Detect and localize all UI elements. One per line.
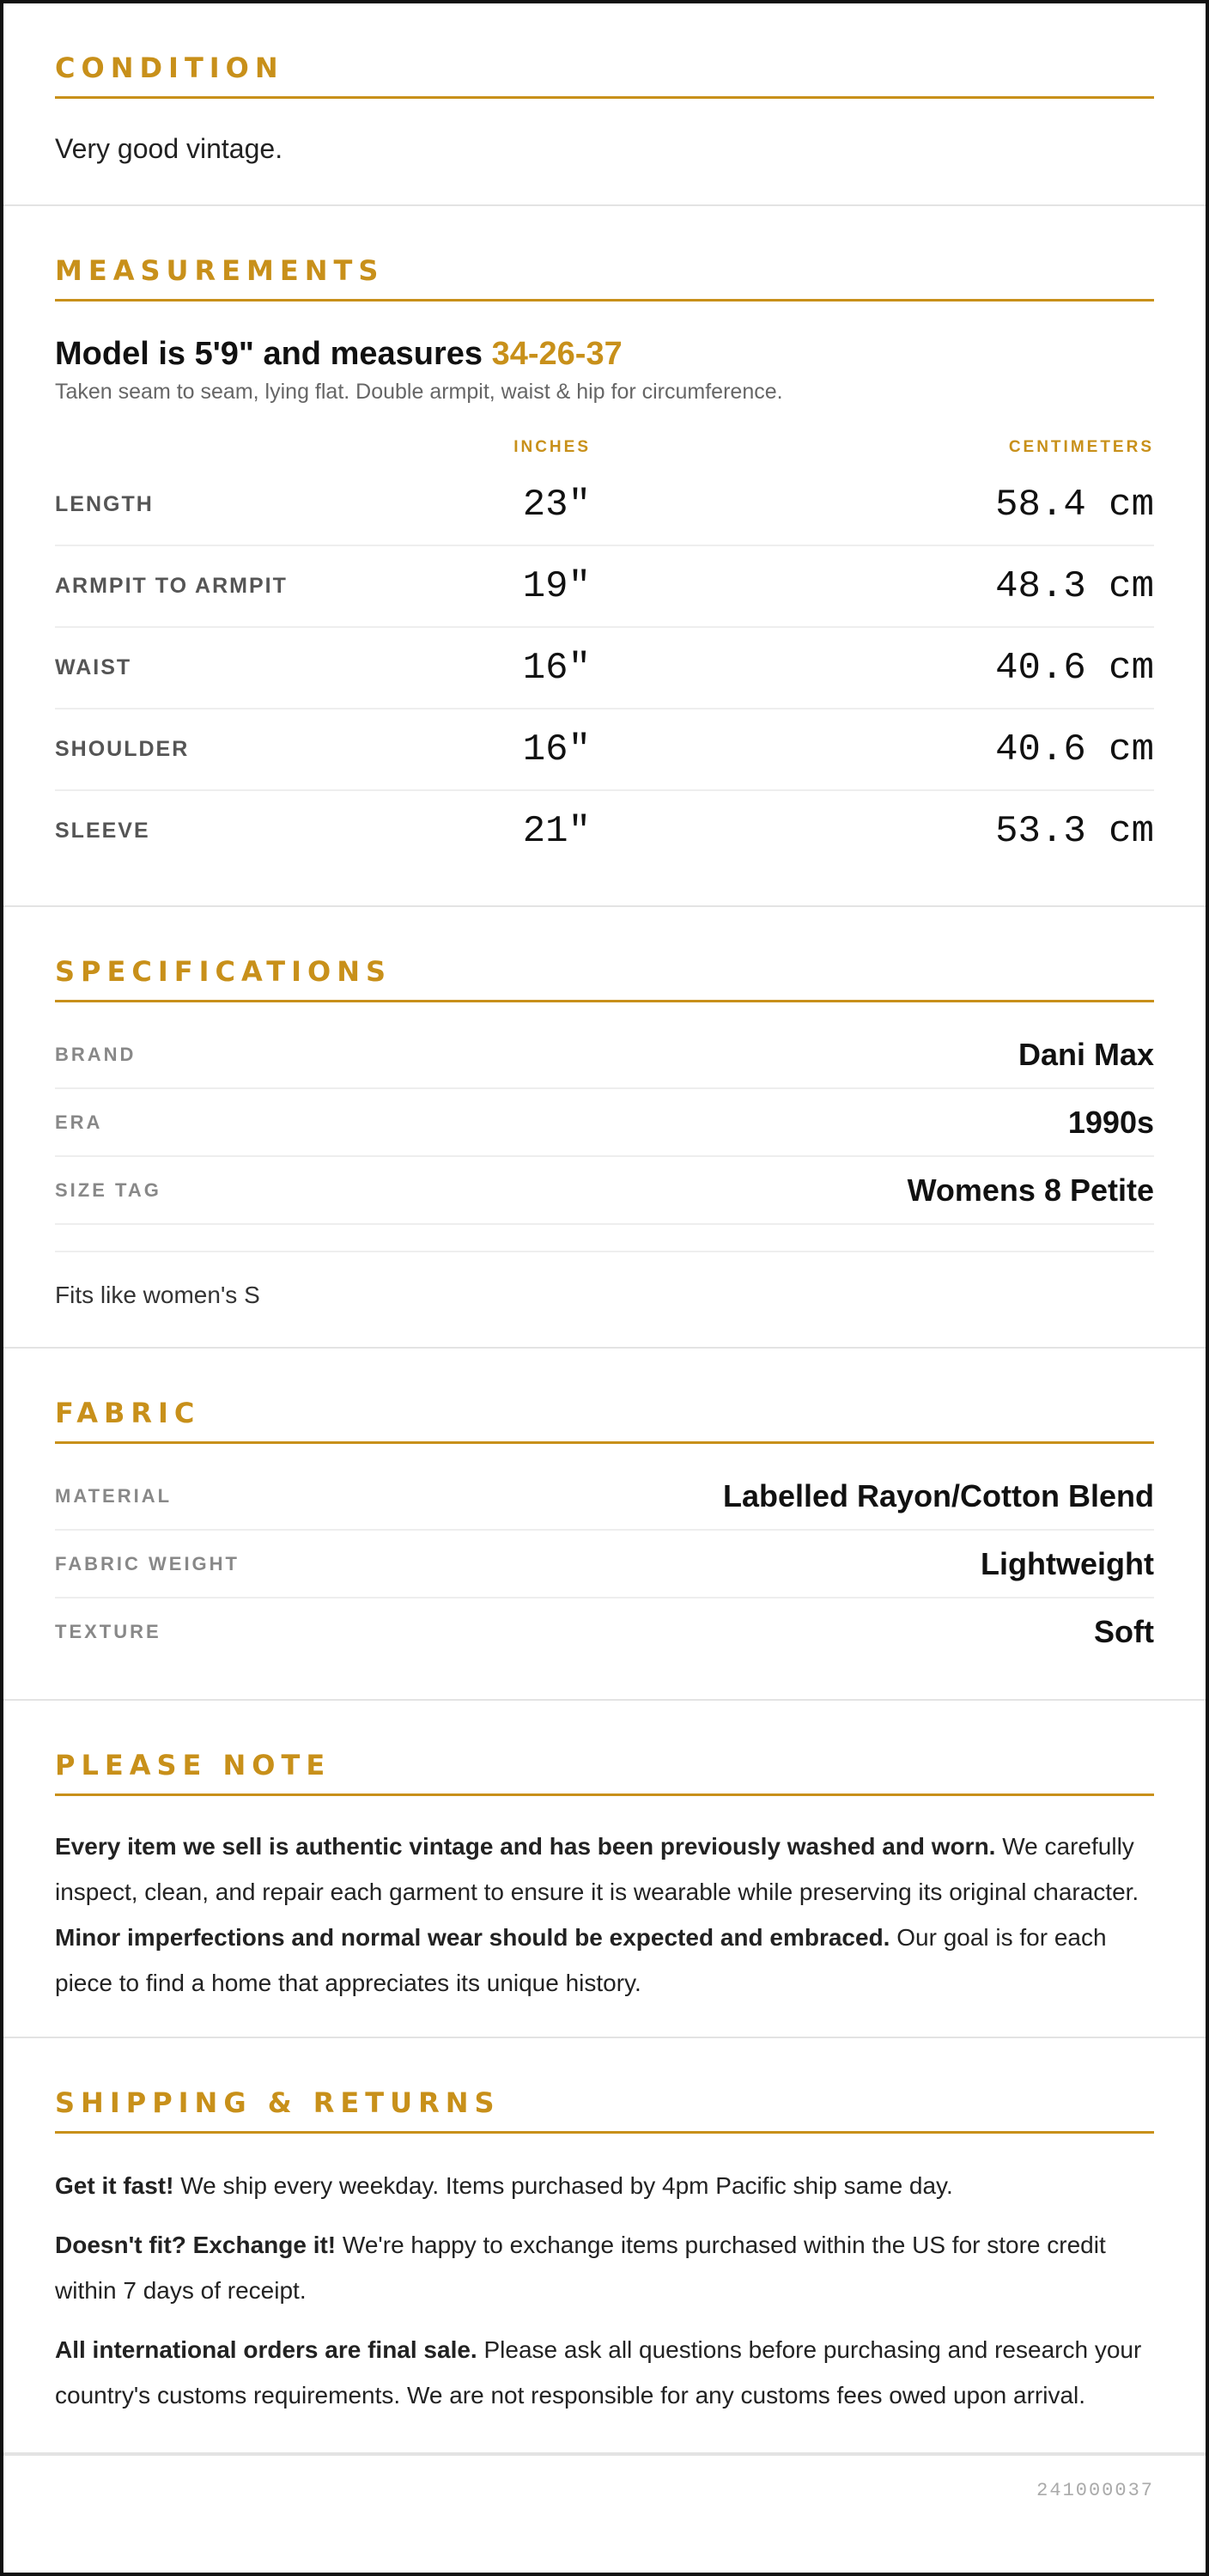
model-prefix: Model is 5'9" and measures xyxy=(55,336,492,372)
note-text-inspect: We carefully inspect, clean, and repair each garment to ensure it is wearable while preserving its original character. xyxy=(55,1833,1139,1905)
spec-label: SIZE TAG xyxy=(55,1178,161,1201)
measurement-cm: 40.6 cm xyxy=(995,646,1154,690)
fabric-title: FABRIC xyxy=(55,1349,1154,1444)
measurement-column-headers xyxy=(55,430,1154,465)
shipping-section xyxy=(3,2038,1206,2454)
centimeters-column-header: CENTIMETERS xyxy=(1008,438,1154,456)
spec-value: Womens 8 Petite xyxy=(907,1172,1154,1208)
shipping-exchange-paragraph xyxy=(55,2222,1154,2313)
fabric-label: TEXTURE xyxy=(55,1620,161,1642)
measurement-cm: 53.3 cm xyxy=(995,809,1154,853)
fabric-value: Soft xyxy=(1094,1613,1154,1649)
fabric-label: FABRIC WEIGHT xyxy=(55,1552,240,1574)
measurement-label: SHOULDER xyxy=(55,737,190,761)
note-bold-authentic: Every item we sell is authentic vintage and has been previously washed and worn. xyxy=(55,1833,996,1860)
model-measures xyxy=(55,336,1154,373)
shipping-body xyxy=(55,2134,1154,2452)
measurement-method-note: Taken seam to seam, lying flat. Double armpit, waist & hip for circumference. xyxy=(55,380,783,404)
measurement-inches: 16" xyxy=(522,728,591,771)
measurement-label: WAIST xyxy=(55,655,132,679)
spec-row-size-tag xyxy=(55,1157,1154,1225)
measurement-label: SLEEVE xyxy=(55,819,150,843)
spec-divider xyxy=(55,1225,1154,1252)
measurement-row-armpit xyxy=(55,546,1154,628)
measurements-title: MEASUREMENTS xyxy=(55,206,1154,301)
measurement-inches: 23" xyxy=(522,483,591,527)
shipping-exchange-bold: Doesn't fit? Exchange it! xyxy=(55,2232,337,2258)
footer xyxy=(3,2454,1206,2524)
fabric-row-texture xyxy=(55,1599,1154,1665)
specifications-body xyxy=(55,1002,1154,1347)
measurements-body xyxy=(55,336,1154,905)
measurement-row-shoulder xyxy=(55,709,1154,791)
spec-value: Dani Max xyxy=(1018,1036,1154,1072)
please-note-title: PLEASE NOTE xyxy=(55,1701,1154,1796)
measurement-cm: 48.3 cm xyxy=(995,564,1154,608)
inches-column-header: INCHES xyxy=(513,438,591,456)
shipping-international-text: Please ask all questions before purchasing and research your country's customs requirements. We are not responsible for any customs fees owed upon arrival. xyxy=(55,2336,1142,2409)
measurement-cm: 58.4 cm xyxy=(995,483,1154,527)
spec-row-era xyxy=(55,1089,1154,1157)
fabric-label: MATERIAL xyxy=(55,1484,173,1507)
please-note-section xyxy=(3,1701,1206,2038)
fabric-value: Labelled Rayon/Cotton Blend xyxy=(722,1477,1154,1513)
specifications-title: SPECIFICATIONS xyxy=(55,907,1154,1002)
condition-section xyxy=(3,3,1206,206)
fabric-value: Lightweight xyxy=(981,1545,1154,1581)
spec-row-brand xyxy=(55,1021,1154,1089)
shipping-fast-paragraph xyxy=(55,2163,1154,2208)
measurement-inches: 21" xyxy=(522,809,591,853)
fit-note: Fits like women's S xyxy=(55,1282,260,1308)
measurement-table xyxy=(55,465,1154,871)
fabric-section xyxy=(3,1349,1206,1701)
sku-number: 241000037 xyxy=(1036,2479,1154,2501)
specifications-section xyxy=(3,907,1206,1349)
condition-title: CONDITION xyxy=(55,3,1154,99)
spec-value: 1990s xyxy=(1067,1104,1154,1140)
condition-text: Very good vintage. xyxy=(55,133,283,164)
model-measure-value: 34-26-37 xyxy=(491,336,623,372)
shipping-fast-bold: Get it fast! xyxy=(55,2172,174,2199)
note-text-goal: Our goal is for each piece to find a home that appreciates its unique history. xyxy=(55,1924,1107,1996)
fabric-body xyxy=(55,1444,1154,1699)
measurement-inches: 19" xyxy=(522,564,591,608)
spec-label: ERA xyxy=(55,1111,103,1133)
measurements-section xyxy=(3,206,1206,907)
fabric-row-material xyxy=(55,1463,1154,1531)
shipping-exchange-text: We're happy to exchange items purchased within the US for store credit within 7 days of receipt. xyxy=(55,2232,1106,2304)
shipping-international-bold: All international orders are final sale. xyxy=(55,2336,477,2363)
measurement-row-waist xyxy=(55,628,1154,709)
please-note-paragraph xyxy=(55,1824,1154,2006)
shipping-international-paragraph xyxy=(55,2327,1154,2418)
measurement-row-length xyxy=(55,465,1154,546)
measurement-label: ARMPIT TO ARMPIT xyxy=(55,574,288,598)
note-bold-imperfections: Minor imperfections and normal wear should be expected and embraced. xyxy=(55,1924,890,1951)
measurement-cm: 40.6 cm xyxy=(995,728,1154,771)
shipping-title: SHIPPING & RETURNS xyxy=(55,2038,1154,2134)
fabric-row-weight xyxy=(55,1531,1154,1599)
measurement-row-sleeve xyxy=(55,791,1154,871)
measurement-inches: 16" xyxy=(522,646,591,690)
measurement-label: LENGTH xyxy=(55,492,154,516)
spec-label: BRAND xyxy=(55,1043,137,1065)
please-note-body xyxy=(55,1796,1154,2037)
shipping-fast-text: We ship every weekday. Items purchased by 4pm Pacific ship same day. xyxy=(173,2172,953,2199)
